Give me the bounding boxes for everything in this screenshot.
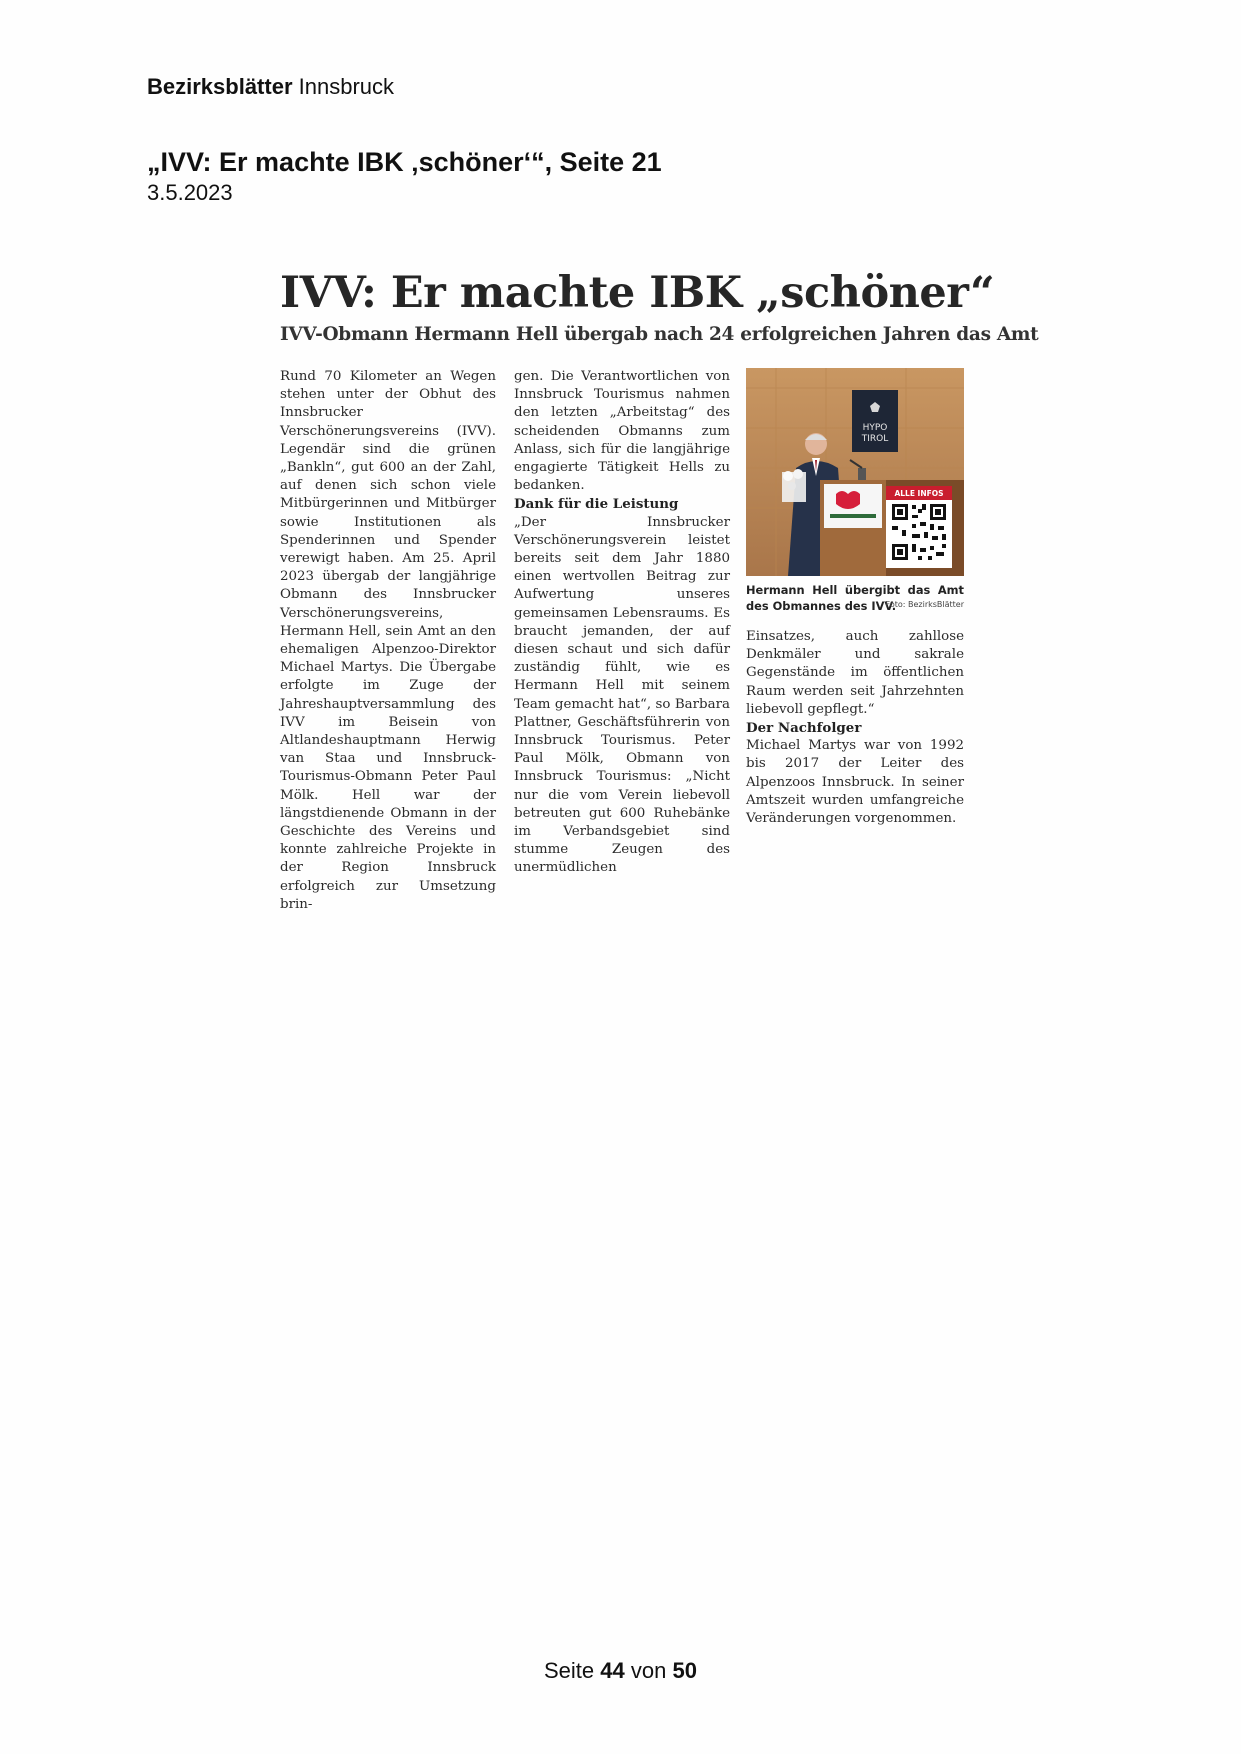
- article-clipping: [280, 268, 1039, 912]
- sign-text-2: TIROL: [861, 434, 889, 444]
- article-columns: [280, 368, 964, 912]
- publication-bold: Bezirksblätter: [147, 74, 293, 99]
- clip-date: 3.5.2023: [147, 180, 233, 205]
- photo-credit: Foto: BezirksBlätter: [885, 600, 964, 609]
- column-1: [280, 368, 496, 914]
- page-total: 50: [672, 1658, 697, 1683]
- column-3: [746, 368, 964, 828]
- page-current: 44: [600, 1658, 625, 1683]
- page-prefix: Seite: [544, 1658, 595, 1683]
- alle-infos-badge: ALLE INFOS: [894, 489, 944, 498]
- article-headline: IVV: Er machte IBK „schöner“: [280, 268, 995, 318]
- column-1-text: Rund 70 Kilometer an Wegen stehen unter der Obhut des Innsbrucker Verschönerungsvereins (IVV). Legendär sind die grünen „Bankln“, gut 600 an der Zahl, auf denen sich schon viele Mitbürgerinnen und Mitbürger sowie Institutionen als Spenderinnen und Spender verewigt haben. Am 25. April 2023 übergab der langjährige Obmann des Innsbrucker Verschönerungsvereins, Hermann Hell, sein Amt an den ehemaligen Alpenzoo-Direktor Michael Martys. Die Übergabe erfolgte im Zuge der Jahreshauptversammlung des IVV im Beisein von Altlandeshauptmann Herwig van Staa und Innsbruck-Tourismus-Obmann Peter Paul Mölk. Hell war der längstdienende Obmann in der Geschichte des Vereins und konnte zahlreiche Projekte in der Region Innsbruck erfolgreich zur Umsetzung brin-: [280, 369, 496, 912]
- clip-title: „IVV: Er machte IBK ‚schöner‘“, Seite 21: [147, 147, 662, 177]
- photo-caption-text: Hermann Hell übergibt das Amt des Obmannes des IVV.: [746, 583, 964, 613]
- page-number: [0, 1658, 1241, 1684]
- sign-text-1: HYPO: [862, 423, 888, 433]
- column-2-paragraph-1: gen. Die Verantwortlichen von Innsbruck Tourismus nahmen den letzten „Arbeitstag“ des scheidenden Obmanns zum Anlass, sich für die langjährige engagierte Tätigkeit Hells zu bedanken.: [514, 369, 730, 494]
- column-2-subheading: Dank für die Leistung: [514, 496, 679, 513]
- column-3-subheading: Der Nachfolger: [746, 720, 862, 737]
- publication-name: [147, 74, 394, 100]
- publication-region: Innsbruck: [298, 74, 395, 99]
- speaker-photo: [746, 368, 964, 576]
- photo-caption: [746, 582, 964, 614]
- article-photo: [746, 368, 964, 576]
- column-3-paragraph-1: Einsatzes, auch zahllose Denkmäler und sakrale Gegenstände im öffentlichen Raum werden seit Jahrzehnten liebevoll gepflegt.“: [746, 629, 964, 717]
- page-middle: von: [630, 1658, 667, 1683]
- column-3-paragraph-2: Michael Martys war von 1992 bis 2017 der Leiter des Alpenzoos Innsbruck. In seiner Amtszeit wurden umfangreiche Veränderungen vorgenommen.: [746, 738, 964, 827]
- column-2: [514, 368, 730, 878]
- article-subheadline: IVV-Obmann Hermann Hell übergab nach 24 erfolgreichen Jahren das Amt: [280, 324, 1039, 345]
- column-2-paragraph-2: „Der Innsbrucker Verschönerungsverein leistet bereits seit dem Jahr 1880 einen wertvollen Beitrag zur Aufwertung unseres gemeinsamen Lebensraums. Es braucht jemanden, der auf diesen schaut und sich dafür zuständig fühlt, wie es Hermann Hell mit seinem Team gemacht hat“, so Barbara Plattner, Geschäftsführerin von Innsbruck Tourismus. Peter Paul Mölk, Obmann von Innsbruck Tourismus: „Nicht nur die vom Verein liebevoll betreuten gut 600 Ruhebänke im Verbandsgebiet sind stumme Zeugen des unermüdlichen: [514, 514, 730, 876]
